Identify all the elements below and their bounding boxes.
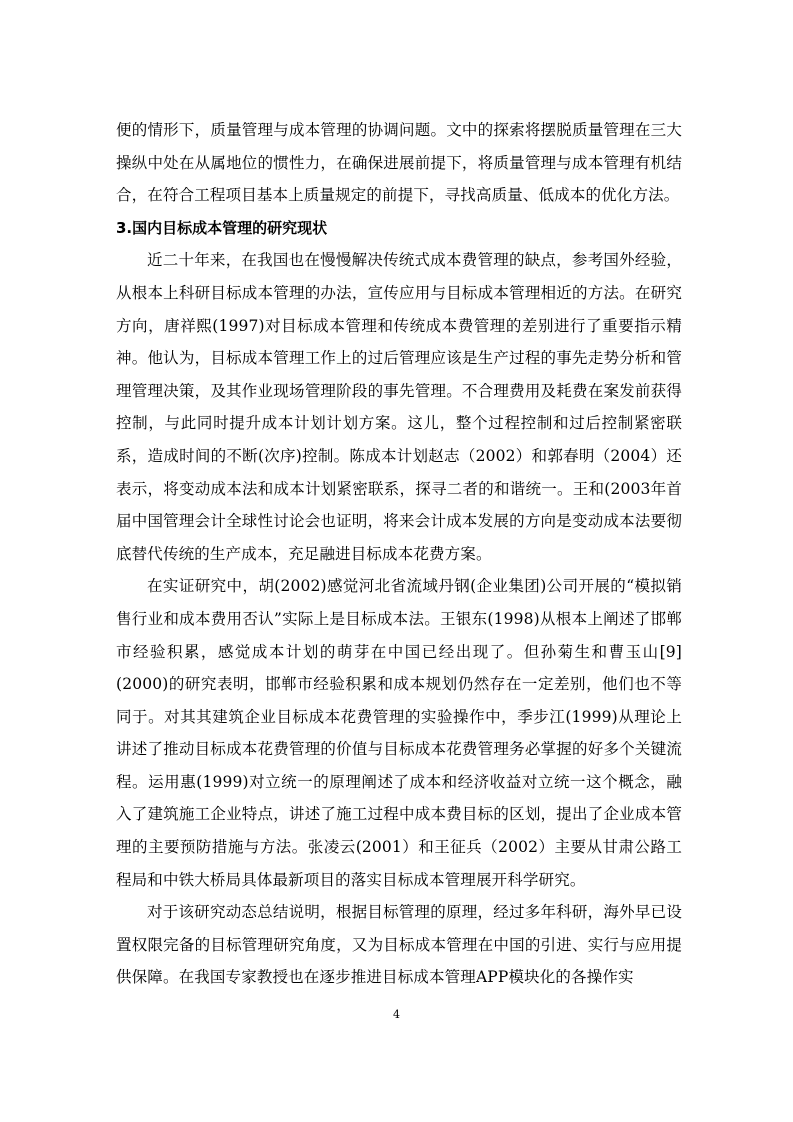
paragraph-research-direction: 近二十年来，在我国也在慢慢解决传统式成本费管理的缺点，参考国外经验，从根本上科研目标成本管理的办法，宣传应用与目标成本管理相近的方法。在研究方向，唐祥熙(1997)对目标成本管理和传统成本费管理的差别进行了重要指示精神。他认为，目标成本管理工作上的过后管理应该是生产过程的事先走势分析和管理管理决策，及其作业现场管理阶段的事先管理。不合理费用及耗费在案发前获得控制，与此同时提升成本计划计划方案。这儿，整个过程控制和过后控制紧密联系，造成时间的不断(次序)控制。陈成本计划赵志（2002）和郭春明（2004）还表示，将变动成本法和成本计划紧密联系，探寻二者的和谐统一。王和(2003年首届中国管理会计全球性讨论会也证明，将来会计成本发展的方向是变动成本法要彻底替代传统的生产成本，充足融进目标成本花费方案。 [116,251,682,563]
page-number: 4 [393,1008,400,1021]
paragraph-summary: 对于该研究动态总结说明，根据目标管理的原理，经过多年科研，海外早已设置权限完备的目标管理研究角度，又为目标成本管理在中国的引进、实行与应用提供保障。在我国专家教授也在逐步推进目标成本管理APP模块化的各操作实 [116,903,682,987]
paragraph-empirical-research: 在实证研究中，胡(2002)感觉河北省流域丹钢(企业集团)公司开展的“模拟销售行业和成本费用否认”实际上是目标成本法。王银东(1998)从根本上阐述了邯郸市经验积累，感觉成本计划的萌芽在中国已经出现了。但孙菊生和曹玉山[9](2000)的研究表明，邯郸市经验积累和成本规划仍然存在一定差别，他们也不等同于。对其其建筑企业目标成本花费管理的实验操作中，季步江(1999)从理论上讲述了推动目标成本花费管理的价值与目标成本花费管理务必掌握的好多个关键流程。运用惠(1999)对立统一的原理阐述了成本和经济收益对立统一这个概念，融入了建筑施工企业特点，讲述了施工过程中成本费目标的区划，提出了企业成本管理的主要预防措施与方法。张凌云(2001）和王征兵（2002）主要从甘肃公路工程局和中铁大桥局具体最新项目的落实目标成本管理展开科学研究。 [116,577,682,889]
document-body [116,114,682,994]
section-heading: 3.国内目标成本管理的研究现状 [116,218,328,237]
paragraph-continuation: 便的情形下，质量管理与成本管理的协调问题。文中的探索将摆脱质量管理在三大操纵中处在从属地位的惯性力，在确保进展前提下，将质量管理与成本管理有机结合，在符合工程项目基本上质量规定的前提下，寻找高质量、低成本的优化方法。 [116,121,682,205]
